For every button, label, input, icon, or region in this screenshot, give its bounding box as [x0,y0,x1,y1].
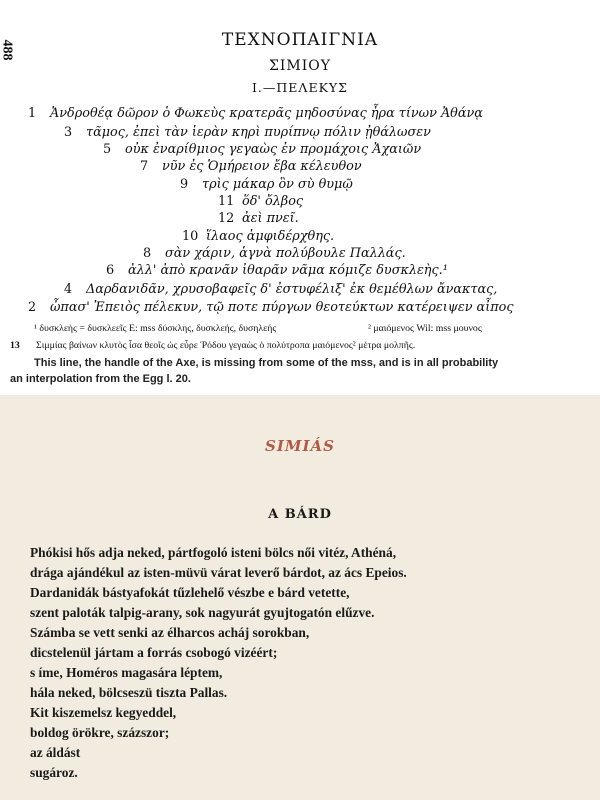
greek-line: 1 Ἀνδροθέᾳ δῶρον ὁ Φωκεὺς κρατερᾶς μηδοσύνας ἦρα τίνων Ἀθάνᾳ [28,106,483,121]
greek-line: 12 ἀεὶ πνεῖ. [218,211,299,226]
editorial-note: an interpolation from the Egg l. 20. [10,373,191,385]
translation-line: Phókisi hős adja neked, pártfogoló isteni bölcs női vitéz, Athéná, [30,545,397,560]
footnote: ¹ δυσκλεὴς = δυσκλεεῖς E: mss δύσκλης, δυσκλεής, δυσηλεής [34,323,277,334]
translation-line: Számba se vett senki az élharcos acháj sorokban, [30,625,310,640]
translation-author: SIMIÁS [265,437,335,455]
author-heading: ΣΙΜΙΟΥ [268,58,331,74]
greek-line: 6 ἀλλ' ἀπὸ κρανᾶν ἰθαρᾶν νᾶμα κόμιζε δυσκλεὴς.¹ [106,263,448,278]
greek-page [0,0,600,395]
translation-line: sugároz. [30,765,78,780]
greek-line: 9 τρὶς μάκαρ ὃν σὺ θυμῷ [180,177,353,192]
translation-title: A BÁRD [268,507,332,522]
translation-line: drága ajándékul az isten-müvü várat leverő bárdot, az ács Epeios. [30,565,407,580]
greek-line: 11 ὅδ' ὄλβος [218,194,304,209]
translation-line: szent paloták talpig-arany, sok nagyurát gyujtogatón elűzve. [30,605,375,620]
translation-line: boldog örökre, százszor; [30,725,170,740]
footnote-line-13: 13 Σιμμίας βαίνων κλυτὸς ἶσα θεοῖς ὡς εὗρε Ῥόδου γεγαὼς ὁ πολύτροπα μαιόμενος² μέτρα μολπῆς. [10,340,416,351]
greek-line: 5 οὐκ ἐναρίθμιος γεγαὼς ἐν προμάχοις Ἀχαιῶν [103,142,422,157]
editorial-note: This line, the handle of the Axe, is missing from some of the mss, and is in all probability [34,357,499,369]
translation-line: dicstelenül jártam a forrás csobogó vizéért; [30,645,278,660]
translation-line: Dardanidák bástyafokát tűzlehelő vészbe e bárd vetette, [30,585,350,600]
footnote: ² μαιόμενος Wil: mss μουνος [368,323,482,334]
greek-line: 4 Δαρδανιδᾶν, χρυσοβαφεῖς δ' ἐστυφέλιξ' ἐκ θεμέθλων ἄνακτας, [64,282,498,297]
greek-line: 10 ἵλαος ἀμφιδέρχθης. [182,229,335,244]
greek-line: 2 ὦπασ' Ἐπειὸς πέλεκυν, τῷ ποτε πύργων θεοτεύκτων κατέρειψεν αἶπος [28,300,514,315]
translation-line: Kit kiszemelsz kegyeddel, [30,705,177,720]
page-number: 488 [0,39,15,61]
greek-line: 8 σὰν χάριν, ἁγνὰ πολύβουλε Παλλάς. [143,246,406,261]
greek-line: 7 νῦν ἐς Ὁμήρειον ἔβα κέλευθον [140,159,362,174]
section-heading: I.—ΠΕΛΕΚΥΣ [251,80,349,95]
translation-line: az áldást [30,745,81,760]
translation-line: hála neked, bölcseszü tiszta Pallas. [30,685,228,700]
hungarian-page [0,395,600,800]
book-title: ΤΕΧΝΟΠΑΙΓΝΙΑ [221,30,379,50]
translation-line: s íme, Homéros magasára léptem, [30,665,223,680]
greek-line: 3 τᾶμος, ἐπεὶ τὰν ἱερὰν κηρὶ πυρίπνῳ πόλιν ᾐθάλωσεν [64,125,431,140]
